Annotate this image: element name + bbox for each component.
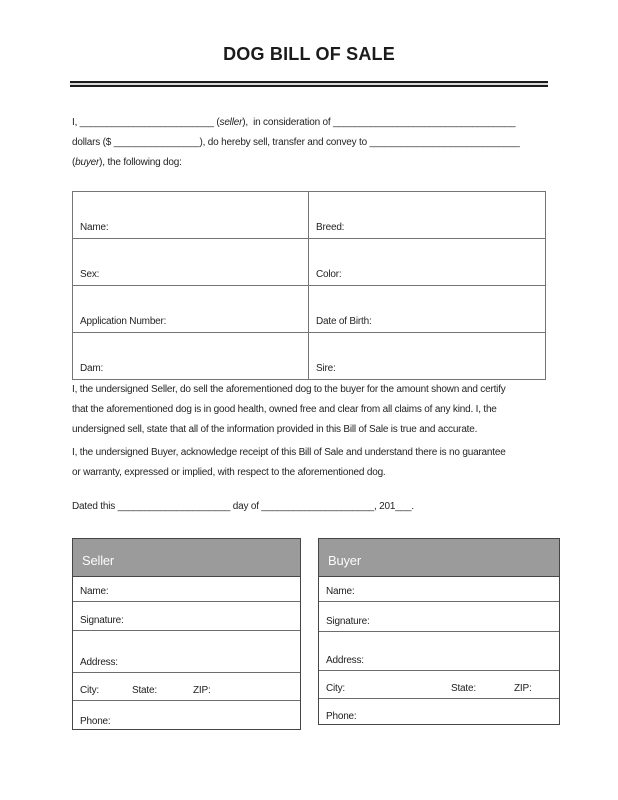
buyer-phone-label: Phone: [326,711,357,722]
dog-dam-cell: Dam: [73,333,309,380]
buyer-clause-line-1: I, the undersigned Buyer, acknowledge receipt of this Bill of Sale and understand there is no guarantee [72,447,506,458]
buyer-clause-paragraph [72,443,506,483]
seller-city-label: City: [80,685,100,696]
dog-sex-cell: Sex: [73,239,309,286]
dog-info-table [72,191,546,380]
seller-address-row [73,631,300,673]
seller-signature-block [72,538,301,730]
buyer-state-label: State: [451,683,476,694]
dated-text: , 201 [374,501,396,512]
dog-date-of-birth-cell: Date of Birth: [309,286,546,333]
seller-clause-line-3: undersigned sell, state that all of the information provided in this Bill of Sale is true and accurate. [72,424,478,435]
table-row-name-breed [73,192,546,239]
dated-text: day of [230,501,262,512]
intro-text: ), do hereby sell, transfer and convey to [199,137,370,148]
consideration-blank-line: __________________________________ [333,117,516,128]
intro-text: ( [72,157,76,168]
buyer-signature-row [319,602,559,632]
buyer-clause-line-2: or warranty, expressed or implied, with respect to the aforementioned dog. [72,467,386,478]
page-title: DOG BILL OF SALE [223,44,395,64]
title-divider-rule [70,81,548,87]
seller-city-state-zip-row [73,673,300,701]
seller-zip-label: ZIP: [193,685,211,696]
day-blank-line: _____________________ [117,501,231,512]
seller-clause-paragraph [72,380,506,440]
buyer-name-label: Name: [326,586,355,597]
intro-text: I, [72,117,80,128]
dollar-amount-blank-line: ________________ [113,137,200,148]
intro-text: dollars ($ [72,137,114,148]
dog-sire-cell: Sire: [309,333,546,380]
intro-paragraph [72,113,520,173]
buyer-block-header: Buyer [319,539,559,577]
table-row-dam-sire [73,333,546,380]
dated-line [72,497,414,517]
intro-text: ), the following dog: [99,157,182,168]
table-row-sex-color [73,239,546,286]
dog-application-number-cell: Application Number: [73,286,309,333]
seller-signature-label: Signature: [80,615,124,626]
seller-clause-line-2: that the aforementioned dog is in good health, owned free and clear from all claims of any kind. I, the [72,404,497,415]
month-blank-line: _____________________ [261,501,374,512]
buyer-city-label: City: [326,683,346,694]
dated-text: . [411,501,414,512]
seller-phone-row [73,701,300,731]
buyer-zip-label: ZIP: [514,683,532,694]
buyer-address-row [319,632,559,671]
intro-line-2 [72,133,520,153]
seller-name-label: Name: [80,586,109,597]
dog-color-cell: Color: [309,239,546,286]
buyer-name-row [319,577,559,602]
buyer-address-label: Address: [326,655,364,666]
buyer-italic-label: buyer [75,157,100,168]
seller-address-label: Address: [80,657,118,668]
dog-name-cell: Name: [73,192,309,239]
seller-name-row [73,577,300,602]
buyer-signature-block [318,538,560,725]
intro-text: ), in consideration of [242,117,334,128]
seller-clause-line-1: I, the undersigned Seller, do sell the aforementioned dog to the buyer for the amount shown and certify [72,384,506,395]
intro-line-3 [72,153,520,173]
seller-signature-row [73,602,300,631]
intro-text: ( [213,117,220,128]
seller-block-header: Seller [73,539,300,577]
dated-text: Dated this [72,501,118,512]
seller-name-blank-line: _________________________ [79,117,214,128]
buyer-phone-row [319,699,559,726]
table-row-application-dob [73,286,546,333]
buyer-signature-label: Signature: [326,616,370,627]
seller-italic-label: seller [219,117,243,128]
year-blank-line: ___ [395,501,412,512]
buyer-name-blank-line: ____________________________ [369,137,520,148]
seller-phone-label: Phone: [80,716,111,727]
dog-breed-cell: Breed: [309,192,546,239]
intro-line-1 [72,113,520,133]
seller-state-label: State: [132,685,157,696]
buyer-city-state-zip-row [319,671,559,699]
